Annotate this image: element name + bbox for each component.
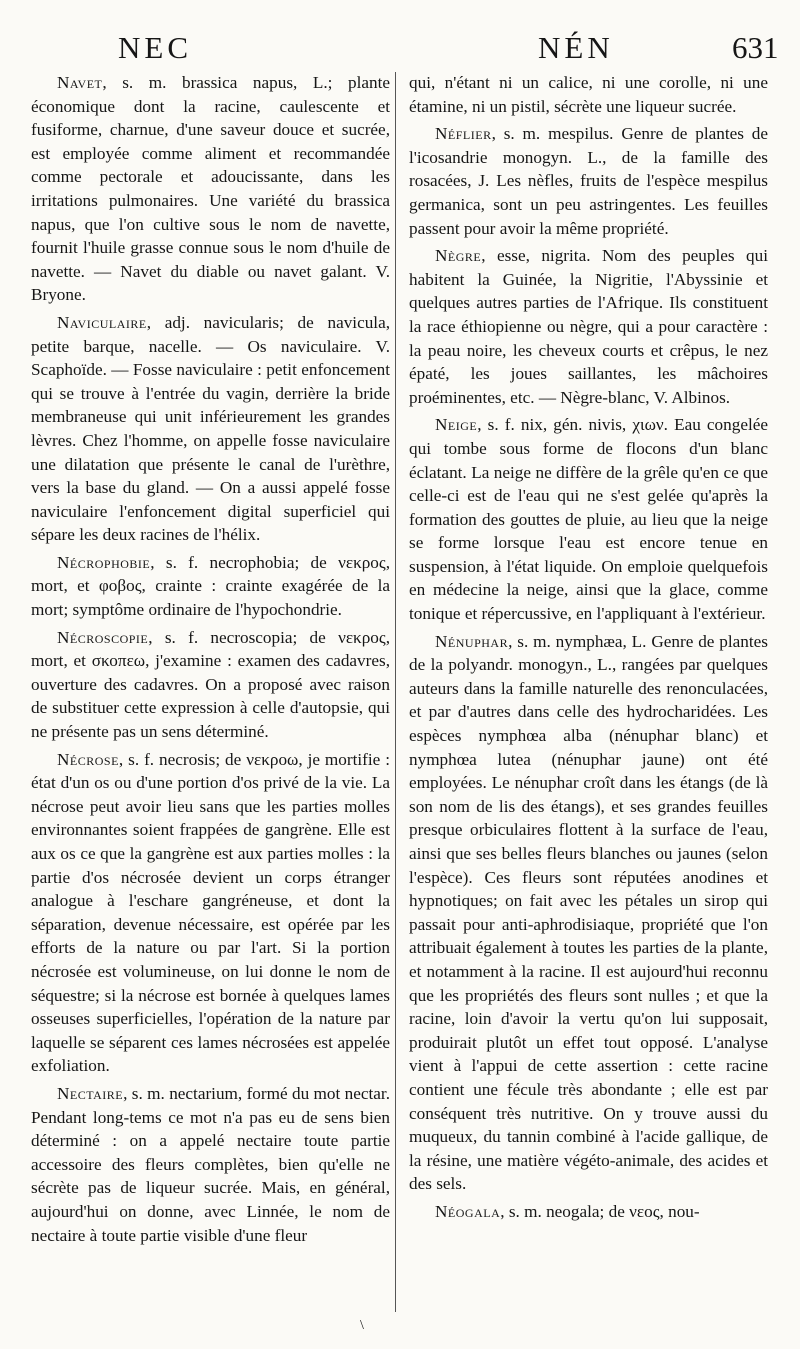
entry-headword: Nécrophobie xyxy=(57,552,151,572)
left-running-head: NEC xyxy=(118,30,192,65)
dictionary-entry xyxy=(31,551,390,622)
left-column xyxy=(31,71,390,1251)
entry-text: qui, n'étant ni un calice, ni une corolle, ni une étamine, ni un pistil, sécrète une liqueur sucrée. xyxy=(409,73,768,116)
entry-text: , adj. navicularis; de navicula, petite barque, nacelle. — Os naviculaire. V. Scaphoïde. — Fosse naviculaire : petit enfoncement qui se trouve à l'entrée du vagin, derrière la bride membraneuse qui unit inférieurement les grandes lèvres. Chez l'homme, on appelle fosse naviculaire une dilatation que présente le canal de l'urèthre, vers la base du gland. — On a aussi appelé fosse naviculaire l'enfoncement digital superficiel qui sépare les deux racines de l'hélix. xyxy=(31,312,390,545)
footer-mark: \ xyxy=(360,1318,364,1333)
dictionary-entry xyxy=(31,1082,390,1247)
right-column xyxy=(409,71,768,1228)
running-header xyxy=(0,30,800,70)
entry-headword: Nécroscopie xyxy=(57,627,149,647)
dictionary-entry xyxy=(409,630,768,1196)
entry-text: , s. m. brassica napus, L.; plante économique dont la racine, caulescente et fusiforme, charnue, d'une saveur douce et sucrée, est employée comme aliment et recommandée comme pectorale et adoucissante, dans les irritations pulmonaires. Une variété du brassica napus, que l'on cultive sous le nom de navette, fournit l'huile grasse connue sous le nom d'huile de navette. — Navet du diable ou navet galant. V. Bryone. xyxy=(31,73,390,305)
dictionary-entry xyxy=(409,1200,768,1224)
entry-headword: Néogala xyxy=(435,1201,501,1221)
dictionary-entry xyxy=(31,71,390,307)
column-divider xyxy=(395,72,396,1312)
entry-text: , s. f. necroscopia; de νεκρος, mort, et σκοπεω, j'examine : examen des cadavres, ouverture des cadavres. On a proposé avec raison de substituer cette expression à celle d'autopsie, qui ne présente pas un sens déterminé. xyxy=(31,627,390,742)
dictionary-entry xyxy=(31,748,390,1078)
entry-text: , s. m. neogala; de νεος, nou- xyxy=(500,1201,700,1221)
dictionary-entry xyxy=(31,311,390,547)
entry-text: , s. m. nectarium, formé du mot nectar. Pendant long-tems ce mot n'a pas eu de sens bien déterminé : on a appelé nectaire toute partie accessoire des fleurs complètes, bien qu'elle ne sécrète pas de liqueur sucrée. Mais, en général, aujourd'hui on donne, avec Linnée, le nom de nectaire à toute partie visible d'une fleur xyxy=(31,1083,390,1245)
right-running-head: NÉN xyxy=(538,30,614,65)
dictionary-entry-continuation xyxy=(409,71,768,118)
entry-headword: Navet xyxy=(57,73,103,92)
dictionary-entry xyxy=(409,413,768,625)
entry-headword: Nénuphar xyxy=(435,631,509,651)
entry-headword: Naviculaire xyxy=(57,312,147,332)
entry-text: , s. m. nymphæa, L. Genre de plantes de la polyandr. monogyn., L., rangées par quelques auteurs dans la famille naturelle des renonculacées, et par d'autres dans celle des hydrocharidées. Les espèces nymphœa alba (nénuphar blanc) et nymphœa lutea (nénuphar jaune) ont été employées. Le nénuphar croît dans les étangs (de là son nom de lis des étangs), et ses grandes feuilles presque orbiculaires flottent à la surface de l'eau, ainsi que ses belles fleurs blanches ou jaunes (selon l'espèce). Ces fleurs sont réputées anodines et hypnotiques; on fait avec les pétales un sirop qui passait pour anti-aphrodisiaque, propriété que l'on attribuait également à toutes les parties de la plante, et notamment à la racine. Il est aujourd'hui reconnu que les propriétés des fleurs sont nulles ; et que la racine, loin d'avoir la vertu qu'on lui supposait, produirait plutôt un effet tout opposé. L'analyse vient à l'appui de cette assertion : cette racine contient une fécule très abondante ; elle est par conséquent très nutritive. On y trouve aussi du muqueux, du tannin combiné à l'acide gallique, de la résine, une matière végéto-animale, des acides et des sels. xyxy=(409,631,768,1194)
entry-headword: Neige xyxy=(435,415,478,435)
entry-text: , s. f. necrosis; de νεκροω, je mortifie : état d'un os ou d'une portion d'os privé de la vie. La nécrose peut avoir lieu sans que les parties molles environnantes soient frappées de gangrène. Elle est aux os ce que la gangrène est aux parties molles : la partie d'os nécrosée devient un corps étranger analogue à l'eschare gangréneuse, et dont la séparation, devenue nécessaire, est opérée par les efforts de la nature ou par l'art. Si la portion nécrosée est volumineuse, on lui donne le nom de séquestre; si la nécrose est bornée à quelques lames osseuses superficielles, l'opération de la nature par laquelle se séparent ces lames nécrosées est appelée exfoliation. xyxy=(31,749,390,1076)
dictionary-entry xyxy=(409,122,768,240)
entry-text: , s. f. nix, gén. nivis, χιων. Eau congelée qui tombe sous forme de flocons d'un blanc éclatant. La neige ne diffère de la grêle qu'en ce que celle-ci est de l'eau qui ne s'est gelée qu'après la formation des gouttes de pluie, au lieu que la neige se forme lorsque l'eau est encore tenue en suspension, à l'état liquide. On emploie quelquefois en médecine la neige, ainsi que la glace, comme tonique et répercussive, en l'appliquant à l'extérieur. xyxy=(409,415,768,624)
entry-text: , s. f. necrophobia; de νεκρος, mort, et φοβος, crainte : crainte exagérée de la mort; symptôme ordinaire de l'hypochondrie. xyxy=(31,552,390,620)
entry-text: , s. m. mespilus. Genre de plantes de l'icosandrie monogyn. L., de la famille des rosacées, J. Les nèfles, fruits de l'espèce mespilus germanica, sont un peu astringentes. Les feuilles passent pour avoir la même propriété. xyxy=(409,124,768,238)
entry-text: , esse, nigrita. Nom des peuples qui habitent la Guinée, la Nigritie, l'Abyssinie et quelques autres parties de l'Afrique. Ils constituent la race éthiopienne ou nègre, qui a pour caractère : la peau noire, les cheveux courts et crêpus, le nez épaté, les joues saillantes, les mâchoires proéminentes, etc. — Nègre-blanc, V. Albinos. xyxy=(409,246,768,407)
entry-headword: Nécrose xyxy=(57,749,119,769)
dictionary-entry xyxy=(409,244,768,409)
entry-headword: Néflier xyxy=(435,124,492,144)
dictionary-entry xyxy=(31,626,390,744)
entry-headword: Nectaire xyxy=(57,1083,124,1103)
entry-headword: Nègre xyxy=(435,246,482,266)
page-number: 631 xyxy=(732,30,779,65)
